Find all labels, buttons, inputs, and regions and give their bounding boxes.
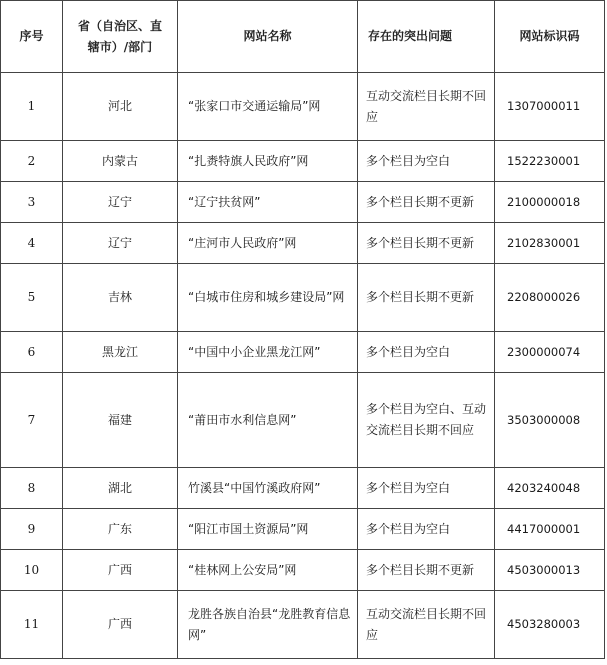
- cell-site-name: “白城市住房和城乡建设局”网: [178, 264, 358, 332]
- cell-province: 吉林: [63, 264, 178, 332]
- cell-serial: 4: [1, 223, 63, 264]
- cell-issue: 互动交流栏目长期不回应: [358, 73, 495, 141]
- table-row: [1, 550, 605, 591]
- table-row: [1, 591, 605, 659]
- cell-province: 内蒙古: [63, 141, 178, 182]
- cell-site-code: 4503000013: [495, 550, 605, 591]
- cell-province: 辽宁: [63, 182, 178, 223]
- cell-province: 黑龙江: [63, 332, 178, 373]
- header-row: [1, 1, 605, 73]
- table-row: [1, 373, 605, 468]
- cell-province: 河北: [63, 73, 178, 141]
- cell-serial: 8: [1, 468, 63, 509]
- table-row: [1, 468, 605, 509]
- cell-serial: 2: [1, 141, 63, 182]
- cell-issue: 多个栏目为空白: [358, 509, 495, 550]
- cell-site-code: 4503280003: [495, 591, 605, 659]
- cell-issue: 多个栏目为空白: [358, 332, 495, 373]
- cell-issue: 多个栏目长期不更新: [358, 550, 495, 591]
- cell-serial: 3: [1, 182, 63, 223]
- table-row: [1, 73, 605, 141]
- table-row: [1, 264, 605, 332]
- cell-serial: 10: [1, 550, 63, 591]
- cell-province: 广东: [63, 509, 178, 550]
- cell-site-name: “莆田市水利信息网”: [178, 373, 358, 468]
- cell-site-code: 3503000008: [495, 373, 605, 468]
- cell-issue: 多个栏目长期不更新: [358, 182, 495, 223]
- table-row: [1, 182, 605, 223]
- cell-site-code: 2100000018: [495, 182, 605, 223]
- cell-issue: 互动交流栏目长期不回应: [358, 591, 495, 659]
- cell-site-code: 1307000011: [495, 73, 605, 141]
- cell-province: 福建: [63, 373, 178, 468]
- table-row: [1, 223, 605, 264]
- cell-issue: 多个栏目长期不更新: [358, 223, 495, 264]
- cell-province: 广西: [63, 591, 178, 659]
- header-serial: 序号: [1, 1, 63, 73]
- cell-site-code: 1522230001: [495, 141, 605, 182]
- header-province: 省（自治区、直辖市）/部门: [63, 1, 178, 73]
- cell-province: 湖北: [63, 468, 178, 509]
- cell-site-name: “庄河市人民政府”网: [178, 223, 358, 264]
- cell-site-code: 2208000026: [495, 264, 605, 332]
- cell-site-code: 4417000001: [495, 509, 605, 550]
- cell-issue: 多个栏目为空白: [358, 468, 495, 509]
- cell-serial: 9: [1, 509, 63, 550]
- header-site-code: 网站标识码: [495, 1, 605, 73]
- cell-serial: 5: [1, 264, 63, 332]
- cell-serial: 6: [1, 332, 63, 373]
- cell-issue: 多个栏目长期不更新: [358, 264, 495, 332]
- cell-site-name: “张家口市交通运输局”网: [178, 73, 358, 141]
- cell-site-name: “阳江市国土资源局”网: [178, 509, 358, 550]
- cell-site-name: “扎赉特旗人民政府”网: [178, 141, 358, 182]
- header-issue: 存在的突出问题: [358, 1, 495, 73]
- cell-issue: 多个栏目为空白: [358, 141, 495, 182]
- cell-site-code: 2300000074: [495, 332, 605, 373]
- cell-province: 辽宁: [63, 223, 178, 264]
- cell-site-code: 4203240048: [495, 468, 605, 509]
- header-site-name: 网站名称: [178, 1, 358, 73]
- cell-serial: 11: [1, 591, 63, 659]
- cell-serial: 7: [1, 373, 63, 468]
- table-row: [1, 509, 605, 550]
- cell-site-name: 龙胜各族自治县“龙胜教育信息网”: [178, 591, 358, 659]
- cell-site-name: “中国中小企业黑龙江网”: [178, 332, 358, 373]
- cell-site-code: 2102830001: [495, 223, 605, 264]
- cell-province: 广西: [63, 550, 178, 591]
- cell-serial: 1: [1, 73, 63, 141]
- cell-issue: 多个栏目为空白、互动交流栏目长期不回应: [358, 373, 495, 468]
- cell-site-name: “辽宁扶贫网”: [178, 182, 358, 223]
- table-row: [1, 141, 605, 182]
- table-row: [1, 332, 605, 373]
- cell-site-name: “桂林网上公安局”网: [178, 550, 358, 591]
- cell-site-name: 竹溪县“中国竹溪政府网”: [178, 468, 358, 509]
